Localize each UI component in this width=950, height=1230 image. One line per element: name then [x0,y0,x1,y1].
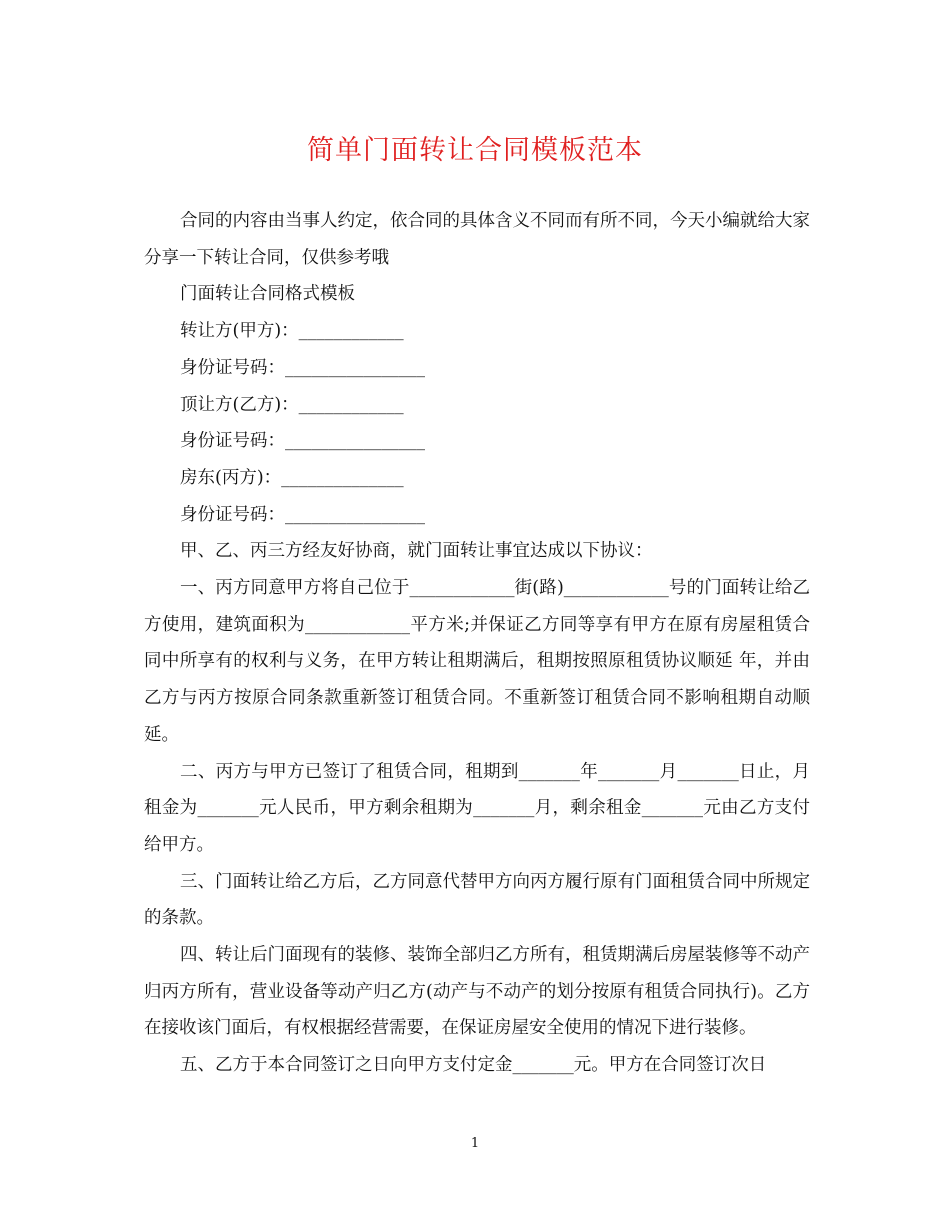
page-number: 1 [470,1136,480,1151]
field-transferee: 顶让方(乙方)：____________ [180,394,404,415]
field-landlord-id: 身份证号码：________________ [180,504,425,525]
document-body [144,203,810,1084]
clause-5: 五、乙方于本合同签订之日向甲方支付定金_______元。甲方在合同签订次日 [180,1055,767,1076]
document-title: 简单门面转让合同模板范本 [307,135,643,166]
field-transferor-id: 身份证号码：________________ [180,357,425,378]
field-transferee-id: 身份证号码：________________ [180,431,425,452]
field-landlord: 房东(丙方)：______________ [180,467,404,488]
field-transferor: 转让方(甲方)：____________ [180,321,404,342]
intro-paragraph: 合同的内容由当事人约定，依合同的具体含义不同而有所不同，今天小编就给大家分享一下转让合同，仅供参考哦 [144,211,810,268]
preamble-paragraph: 甲、乙、丙三方经友好协商，就门面转让事宜达成以下协议： [180,541,653,562]
clause-3: 三、门面转让给乙方后，乙方同意代替甲方向丙方履行原有门面租赁合同中所规定的条款。 [144,871,810,929]
clause-1: 一、丙方同意甲方将自己位于____________街(路)____________号的门面转让给乙方使用，建筑面积为____________平方米;并保证乙方同等享有甲方在原有房屋租赁合同中所享有的权利与义务，在甲方转让租期满后，租期按照原租赁协议顺延 年，并由乙方与丙方按原合同条款重新签订租赁合同。不重新签订租赁合同不影响租期自动顺延。 [144,578,810,745]
clause-4: 四、转让后门面现有的装修、装饰全部归乙方所有，租赁期满后房屋装修等不动产归丙方所有，营业设备等动产归乙方(动产与不动产的划分按原有租赁合同执行)。乙方在接收该门面后，有权根据经营需要，在保证房屋安全使用的情况下进行装修。 [144,945,810,1039]
clause-2: 二、丙方与甲方已签订了租赁合同，租期到_______年_______月_______日止，月租金为_______元人民币，甲方剩余租期为_______月，剩余租金_______元由乙方支付给甲方。 [144,761,810,855]
template-subtitle: 门面转让合同格式模板 [180,284,355,305]
